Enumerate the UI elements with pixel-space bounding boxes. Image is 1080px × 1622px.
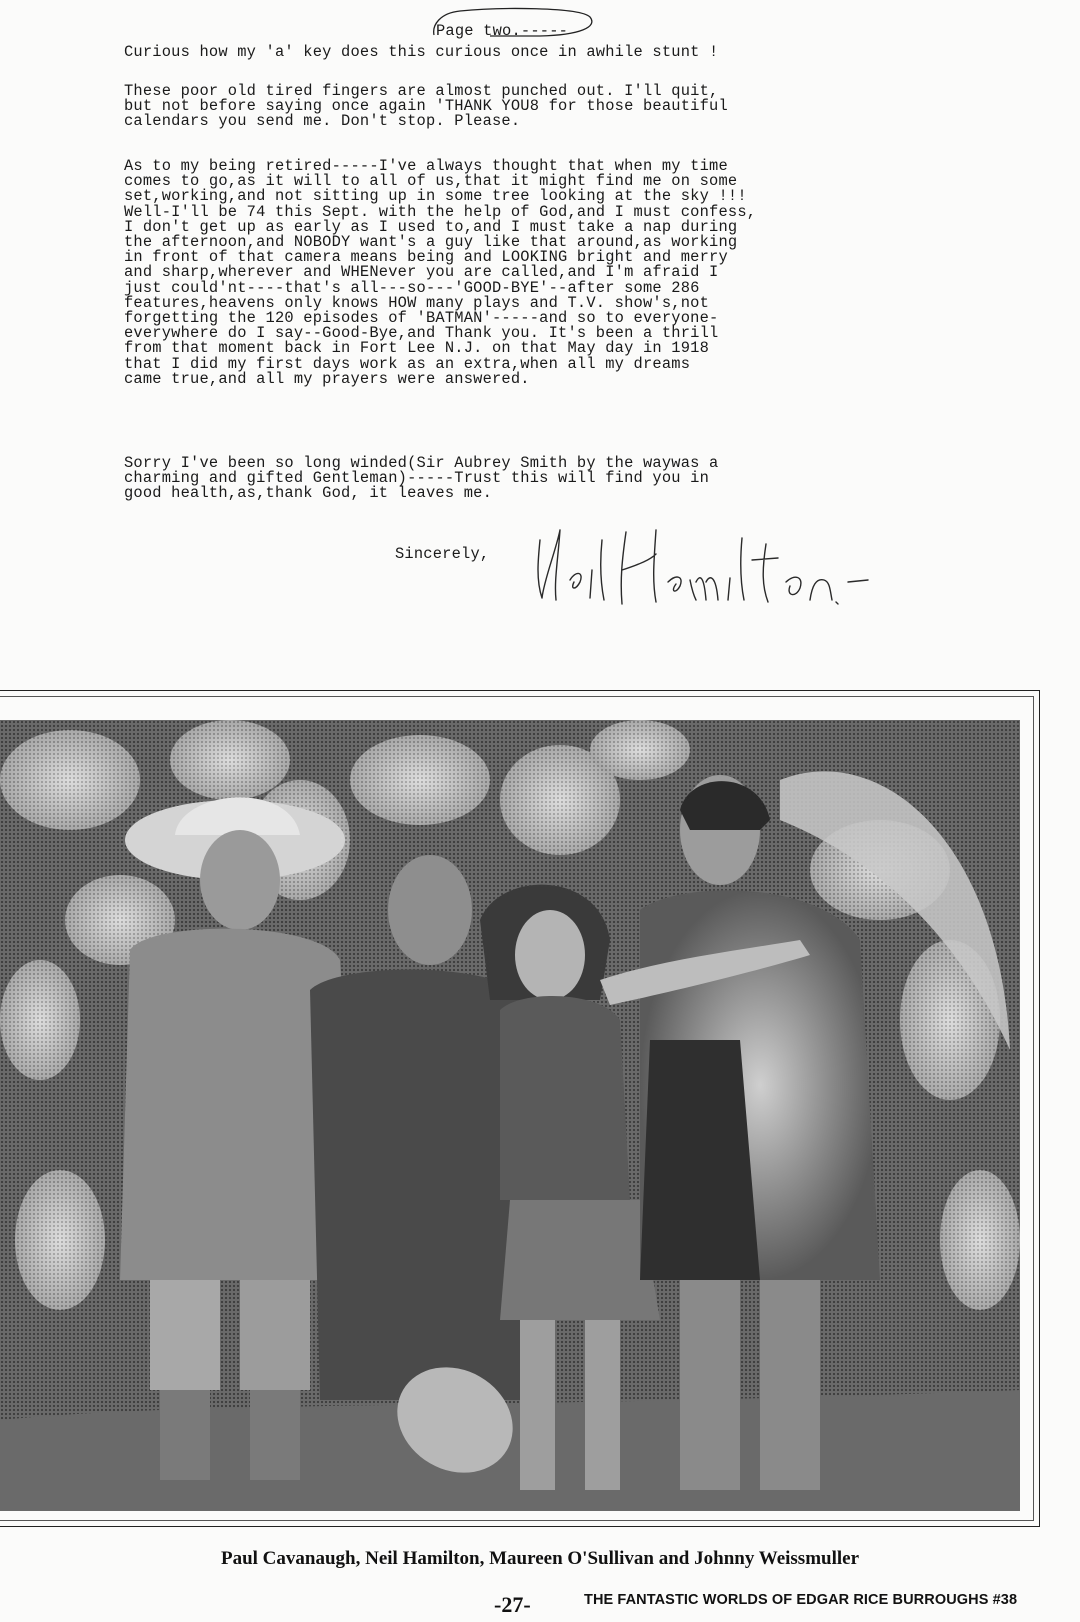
publication-title: THE FANTASTIC WORLDS OF EDGAR RICE BURROUGHS #38: [584, 1592, 1018, 1608]
page-header: Page two.-----: [436, 22, 569, 40]
letter-paragraph-2: These poor old tired fingers are almost punched out. I'll quit, but not before saying once again 'THANK YOU8 for those beautiful calendars you send me. Don't stop. Please.: [124, 82, 728, 131]
handwritten-signature: [530, 520, 870, 620]
letter-paragraph-3: As to my being retired-----I've always thought that when my time comes to go,as it will to all of us,that it might find me on some set,working,and not sitting up in some tree looking at the sky !!! Well-I'll be 74 this Sept. with the help of God,and I must confess, I don't get up as early as I used to,and I must take a nap during the afternoon,and NOBODY want's a guy like that around,as working in front of that camera means being and LOOKING bright and merry and sharp,wherever and WHENever you are called,and I'm afraid I just could'nt----that's all---so---'GOOD-BYE'--after some 286 features,heavens only knows HOW many plays and T.V. show's,not forgetting the 120 episodes of 'BATMAN'-----and so to everyone- everywhere do I say--Good-Bye,and Thank you. It's been a thrill from that moment back in Fort Lee N.J. on that May day in 1918 that I did my first days work as an extra,when all my dreams came true,and all my prayers were answered.: [124, 157, 757, 388]
photo-caption: Paul Cavanaugh, Neil Hamilton, Maureen O'Sullivan and Johnny Weissmuller: [220, 1548, 860, 1569]
letter-paragraph-4: Sorry I've been so long winded(Sir Aubrey Smith by the waywas a charming and gifted Gentleman)-----Trust this will find you in good health,as,thank God, it leaves me.: [124, 454, 719, 503]
film-still-photo: [0, 720, 1020, 1511]
letter-closing: Sincerely,: [395, 545, 490, 563]
page-number: -27-: [494, 1592, 531, 1617]
letter-paragraph-1: Curious how my 'a' key does this curious once in awhile stunt !: [124, 43, 719, 61]
